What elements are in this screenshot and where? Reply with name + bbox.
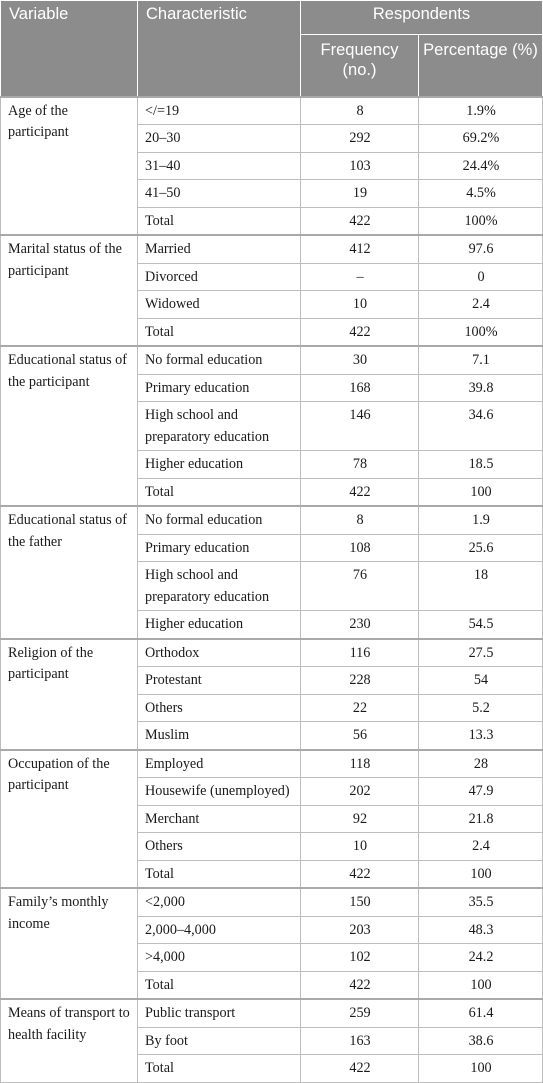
- percentage-cell: 69.2%: [419, 125, 543, 153]
- table-row: [1, 235, 543, 263]
- variable-cell: Occupation of the participant: [1, 750, 138, 889]
- table-row: [1, 97, 543, 125]
- percentage-cell: 100%: [419, 207, 543, 235]
- frequency-cell: 103: [301, 152, 419, 180]
- characteristic-cell: Total: [138, 860, 301, 888]
- characteristic-cell: No formal education: [138, 506, 301, 534]
- percentage-cell: 18.5: [419, 451, 543, 479]
- percentage-cell: 21.8: [419, 805, 543, 833]
- percentage-cell: 2.4: [419, 833, 543, 861]
- characteristic-cell: Housewife (unemployed): [138, 778, 301, 806]
- percentage-cell: 24.4%: [419, 152, 543, 180]
- characteristic-cell: High school and preparatory education: [138, 402, 301, 451]
- percentage-cell: 4.5%: [419, 180, 543, 208]
- frequency-cell: 146: [301, 402, 419, 451]
- percentage-cell: 48.3: [419, 916, 543, 944]
- frequency-cell: 230: [301, 611, 419, 639]
- characteristic-cell: Total: [138, 478, 301, 506]
- frequency-cell: 22: [301, 694, 419, 722]
- percentage-cell: 0: [419, 263, 543, 291]
- characteristic-cell: Others: [138, 833, 301, 861]
- frequency-cell: 19: [301, 180, 419, 208]
- variable-cell: Religion of the participant: [1, 639, 138, 750]
- frequency-cell: 102: [301, 944, 419, 972]
- characteristic-cell: Muslim: [138, 722, 301, 750]
- variable-cell: Marital status of the participant: [1, 235, 138, 346]
- characteristic-cell: High school and preparatory education: [138, 562, 301, 611]
- frequency-cell: 116: [301, 639, 419, 667]
- variable-cell: Family’s monthly income: [1, 888, 138, 999]
- characteristic-cell: Married: [138, 235, 301, 263]
- table-row: [1, 346, 543, 374]
- frequency-cell: 10: [301, 833, 419, 861]
- frequency-cell: 422: [301, 478, 419, 506]
- percentage-cell: 13.3: [419, 722, 543, 750]
- table-row: [1, 750, 543, 778]
- percentage-cell: 18: [419, 562, 543, 611]
- percentage-cell: 1.9%: [419, 97, 543, 125]
- characteristic-cell: Divorced: [138, 263, 301, 291]
- percentage-cell: 34.6: [419, 402, 543, 451]
- characteristic-cell: Others: [138, 694, 301, 722]
- frequency-cell: 422: [301, 318, 419, 346]
- frequency-cell: 228: [301, 667, 419, 695]
- percentage-cell: 5.2: [419, 694, 543, 722]
- characteristic-cell: Primary education: [138, 534, 301, 562]
- characteristic-cell: Total: [138, 207, 301, 235]
- table-header: [1, 1, 543, 97]
- percentage-cell: 28: [419, 750, 543, 778]
- table-row: [1, 888, 543, 916]
- frequency-cell: 30: [301, 346, 419, 374]
- frequency-cell: 56: [301, 722, 419, 750]
- percentage-cell: 38.6: [419, 1027, 543, 1055]
- percentage-cell: 100: [419, 1055, 543, 1083]
- table-row: [1, 999, 543, 1027]
- frequency-cell: 150: [301, 888, 419, 916]
- frequency-cell: 202: [301, 778, 419, 806]
- frequency-cell: 168: [301, 374, 419, 402]
- variable-cell: Means of transport to health facility: [1, 999, 138, 1082]
- variable-cell: Educational status of the participant: [1, 346, 138, 506]
- characteristic-cell: Merchant: [138, 805, 301, 833]
- frequency-cell: 8: [301, 506, 419, 534]
- frequency-cell: –: [301, 263, 419, 291]
- variable-cell: Age of the participant: [1, 97, 138, 236]
- frequency-cell: 118: [301, 750, 419, 778]
- percentage-cell: 7.1: [419, 346, 543, 374]
- percentage-cell: 47.9: [419, 778, 543, 806]
- table-row: [1, 506, 543, 534]
- variable-cell: Educational status of the father: [1, 506, 138, 639]
- table-body: [1, 97, 543, 1083]
- header-percentage: Percentage (%): [419, 35, 543, 97]
- percentage-cell: 2.4: [419, 291, 543, 319]
- frequency-cell: 412: [301, 235, 419, 263]
- characteristic-cell: Total: [138, 971, 301, 999]
- percentage-cell: 61.4: [419, 999, 543, 1027]
- frequency-cell: 92: [301, 805, 419, 833]
- characteristic-cell: 31–40: [138, 152, 301, 180]
- table-row: [1, 639, 543, 667]
- frequency-cell: 422: [301, 1055, 419, 1083]
- characteristic-cell: 2,000–4,000: [138, 916, 301, 944]
- characteristic-cell: Primary education: [138, 374, 301, 402]
- characteristic-cell: By foot: [138, 1027, 301, 1055]
- frequency-cell: 163: [301, 1027, 419, 1055]
- frequency-cell: 78: [301, 451, 419, 479]
- percentage-cell: 27.5: [419, 639, 543, 667]
- percentage-cell: 100: [419, 971, 543, 999]
- frequency-cell: 203: [301, 916, 419, 944]
- characteristic-cell: Protestant: [138, 667, 301, 695]
- characteristic-cell: Higher education: [138, 451, 301, 479]
- frequency-cell: 422: [301, 971, 419, 999]
- frequency-cell: 108: [301, 534, 419, 562]
- percentage-cell: 24.2: [419, 944, 543, 972]
- frequency-cell: 8: [301, 97, 419, 125]
- percentage-cell: 25.6: [419, 534, 543, 562]
- header-frequency: Frequency (no.): [301, 35, 419, 97]
- characteristic-cell: Public transport: [138, 999, 301, 1027]
- percentage-cell: 1.9: [419, 506, 543, 534]
- characteristic-cell: <2,000: [138, 888, 301, 916]
- frequency-cell: 422: [301, 860, 419, 888]
- header-respondents: Respondents: [301, 1, 543, 35]
- frequency-cell: 292: [301, 125, 419, 153]
- frequency-cell: 10: [301, 291, 419, 319]
- percentage-cell: 39.8: [419, 374, 543, 402]
- percentage-cell: 54.5: [419, 611, 543, 639]
- header-variable: Variable: [1, 1, 138, 97]
- characteristic-cell: </=19: [138, 97, 301, 125]
- percentage-cell: 100%: [419, 318, 543, 346]
- frequency-cell: 259: [301, 999, 419, 1027]
- percentage-cell: 35.5: [419, 888, 543, 916]
- percentage-cell: 97.6: [419, 235, 543, 263]
- characteristic-cell: >4,000: [138, 944, 301, 972]
- percentage-cell: 100: [419, 478, 543, 506]
- characteristic-cell: Widowed: [138, 291, 301, 319]
- characteristic-cell: Orthodox: [138, 639, 301, 667]
- characteristic-cell: Employed: [138, 750, 301, 778]
- characteristic-cell: Total: [138, 318, 301, 346]
- characteristic-cell: Total: [138, 1055, 301, 1083]
- percentage-cell: 100: [419, 860, 543, 888]
- characteristic-cell: Higher education: [138, 611, 301, 639]
- frequency-cell: 76: [301, 562, 419, 611]
- characteristic-cell: 41–50: [138, 180, 301, 208]
- characteristic-cell: No formal education: [138, 346, 301, 374]
- characteristic-cell: 20–30: [138, 125, 301, 153]
- percentage-cell: 54: [419, 667, 543, 695]
- frequency-cell: 422: [301, 207, 419, 235]
- header-characteristic: Characteristic: [138, 1, 301, 97]
